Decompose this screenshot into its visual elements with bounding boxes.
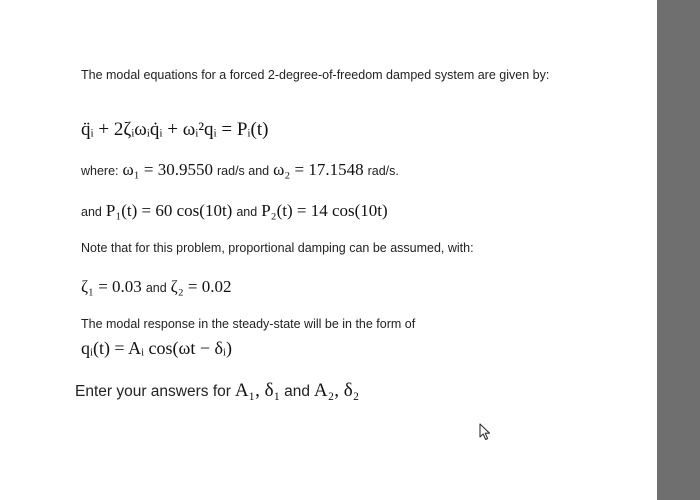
answers-b: A₂, δ₂ bbox=[313, 380, 360, 401]
modal-response-text: The modal response in the steady-state will be in the form of bbox=[81, 317, 416, 331]
omega1-expression: ω₁ = 30.9550 bbox=[122, 160, 213, 179]
damping-note: Note that for this problem, proportional damping can be assumed, with: bbox=[81, 241, 474, 255]
zeta-and-label: and bbox=[145, 281, 167, 295]
mouse-pointer-icon bbox=[478, 423, 492, 441]
intro-text: The modal equations for a forced 2-degree-of-freedom damped system are given by: bbox=[81, 68, 550, 82]
answer-prompt bbox=[75, 380, 359, 402]
modal-equation: q̈ᵢ + 2ζᵢωᵢq̇ᵢ + ωᵢ²qᵢ = Pᵢ(t) bbox=[81, 119, 269, 140]
and-label: and bbox=[81, 205, 102, 219]
enter-prefix: Enter your answers for bbox=[75, 383, 231, 400]
enter-and: and bbox=[284, 383, 310, 400]
side-scroll-panel[interactable] bbox=[657, 0, 700, 500]
omega2-unit: rad/s. bbox=[367, 164, 399, 178]
forcing-line bbox=[81, 201, 388, 221]
p2-expression: P₂(t) = 14 cos(10t) bbox=[261, 201, 388, 220]
p1-expression: P₁(t) = 60 cos(10t) bbox=[105, 201, 233, 220]
where-label: where: bbox=[81, 164, 119, 178]
zeta2-expression: ζ₂ = 0.02 bbox=[170, 277, 232, 296]
damping-ratios-line bbox=[81, 277, 231, 297]
zeta1-expression: ζ₁ = 0.03 bbox=[81, 277, 142, 296]
frequencies-line bbox=[81, 160, 399, 180]
response-form-equation: qᵢ(t) = Aᵢ cos(ωt − δᵢ) bbox=[81, 338, 232, 358]
and-label-2: and bbox=[236, 205, 258, 219]
omega2-expression: ω₂ = 17.1548 bbox=[273, 160, 364, 179]
answers-a: A₁, δ₁ bbox=[234, 380, 281, 401]
omega1-unit: rad/s and bbox=[217, 164, 270, 178]
